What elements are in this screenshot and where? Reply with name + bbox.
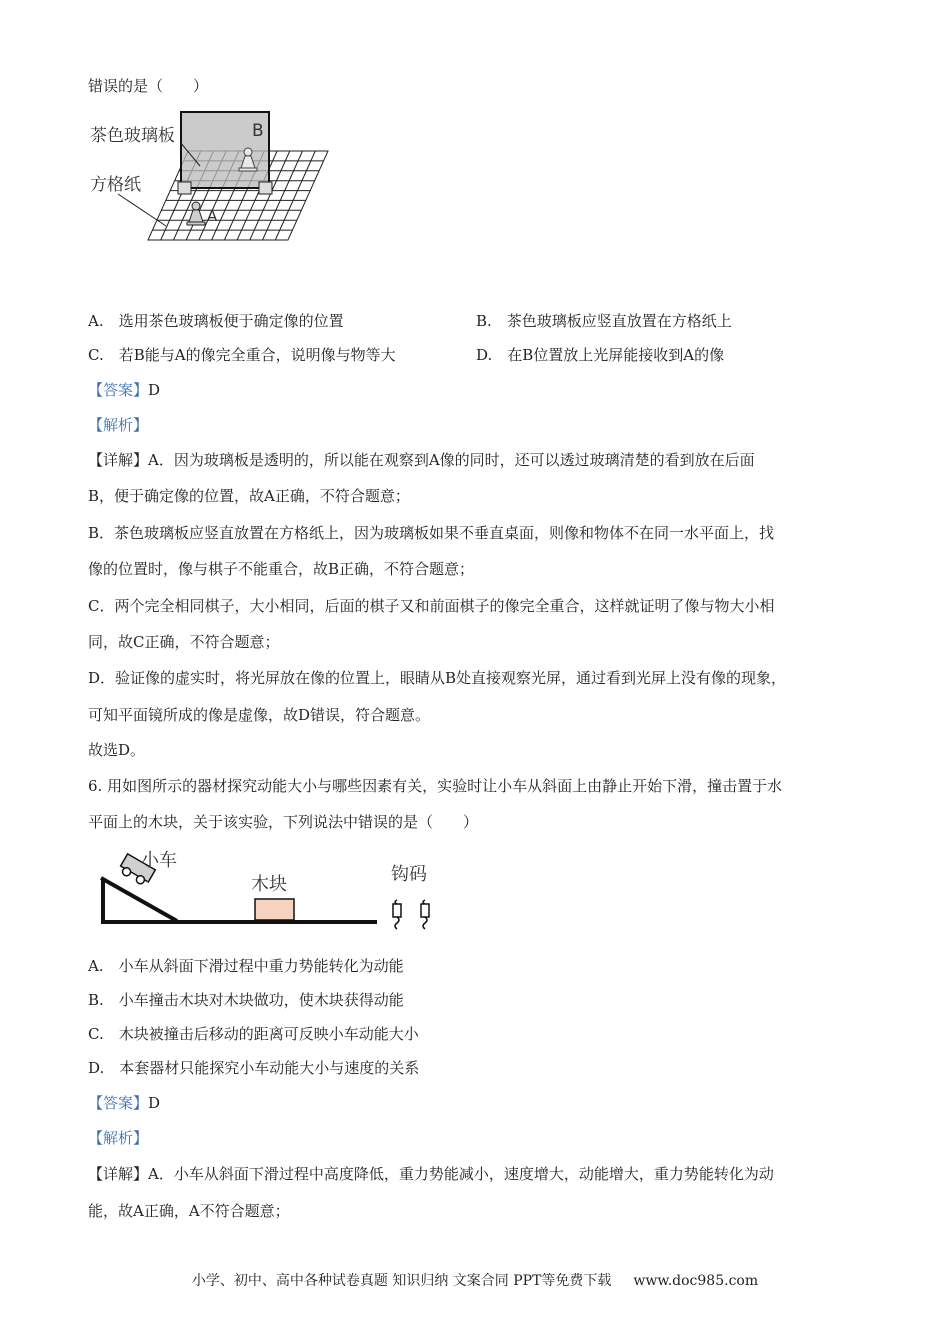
- q5-option-row-2: [88, 345, 725, 365]
- label-paper: 方格纸: [90, 175, 141, 195]
- q5-option-d: D. 在B位置放上光屏能接收到A的像: [476, 346, 725, 364]
- q5-option-a: A. 选用茶色玻璃板便于确定像的位置: [88, 312, 344, 330]
- label-cart: 小车: [141, 850, 177, 871]
- q5-detail-line-1: 【详解】A．因为玻璃板是透明的，所以能在观察到A像的同时，还可以透过玻璃清楚的看到放在后面: [88, 451, 755, 469]
- q6-analysis-tag: 【解析】: [88, 1129, 149, 1147]
- q5-option-b: B. 茶色玻璃板应竖直放置在方格纸上: [476, 312, 732, 330]
- q5-detail-line-2: B，便于确定像的位置，故A正确，不符合题意；: [88, 487, 410, 505]
- q5-detail-line-5: C．两个完全相同棋子，大小相同，后面的棋子又和前面棋子的像完全重合，这样就证明了像与物大小相: [88, 597, 775, 615]
- q6-option-c: C. 木块被撞击后移动的距离可反映小车动能大小: [88, 1025, 419, 1043]
- hook-weights: [393, 900, 429, 929]
- wooden-block: [255, 899, 294, 920]
- answer-value: D: [148, 1094, 161, 1112]
- q6-figure: [95, 840, 445, 935]
- footer-text: 小学、初中、高中各种试卷真题 知识归纳 文案合同 PPT等免费下载: [191, 1273, 612, 1289]
- q5-detail-line-4: 像的位置时，像与棋子不能重合，故B正确，不符合题意；: [88, 560, 475, 578]
- q5-detail-line-3: B．茶色玻璃板应竖直放置在方格纸上，因为玻璃板如果不垂直桌面，则像和物体不在同一水平面上，找: [88, 524, 775, 542]
- label-glass: 茶色玻璃板: [90, 126, 175, 146]
- q6-answer: [88, 1093, 160, 1113]
- label-b: B: [252, 121, 264, 141]
- q6-stem-line-1: 6. 用如图所示的器材探究动能大小与哪些因素有关，实验时让小车从斜面上由静止开始下滑，撞击置于水: [88, 777, 783, 795]
- footer-url[interactable]: www.doc985.com: [633, 1273, 759, 1289]
- q5-option-c: C. 若B能与A的像完全重合，说明像与物等大: [88, 346, 396, 364]
- q6-detail-line-1: 【详解】A．小车从斜面下滑过程中高度降低，重力势能减小，速度增大，动能增大，重力势能转化为动: [88, 1165, 774, 1183]
- q6-option-d: D. 本套器材只能探究小车动能大小与速度的关系: [88, 1059, 420, 1077]
- q5-detail-line-8: 可知平面镜所成的像是虚像，故D错误，符合题意。: [88, 706, 431, 724]
- answer-tag: 【答案】: [88, 381, 149, 399]
- label-weights: 钩码: [391, 864, 427, 885]
- incline-ramp: [101, 878, 177, 921]
- q5-conclusion: 故选D。: [88, 741, 146, 759]
- q5-answer: [88, 380, 160, 400]
- q5-detail-line-7: D．验证像的虚实时，将光屏放在像的位置上，眼睛从B处直接观察光屏，通过看到光屏上没有像的现象，: [88, 669, 787, 687]
- glass-support-left: [178, 182, 191, 194]
- glass-support-right: [259, 182, 272, 194]
- page-footer: [0, 1270, 950, 1290]
- answer-value: D: [148, 381, 161, 399]
- answer-tag: 【答案】: [88, 1094, 149, 1112]
- label-block: 木块: [251, 874, 287, 895]
- q6-option-b: B. 小车撞击木块对木块做功，使木块获得动能: [88, 991, 404, 1009]
- q6-stem-line-2: 平面上的木块，关于该实验，下列说法中错误的是（ ）: [88, 813, 479, 831]
- q5-figure: [88, 108, 338, 248]
- q5-detail-line-6: 同，故C正确，不符合题意；: [88, 633, 280, 651]
- q6-option-a: A. 小车从斜面下滑过程中重力势能转化为动能: [88, 957, 404, 975]
- label-a: A: [207, 207, 218, 225]
- q6-detail-line-2: 能，故A正确，A不符合题意；: [88, 1202, 290, 1220]
- paper-leader-line: [118, 194, 166, 226]
- q5-stem-tail: 错误的是（ ）: [88, 77, 209, 95]
- q5-option-row-1: [88, 311, 732, 331]
- q5-analysis-tag: 【解析】: [88, 416, 149, 434]
